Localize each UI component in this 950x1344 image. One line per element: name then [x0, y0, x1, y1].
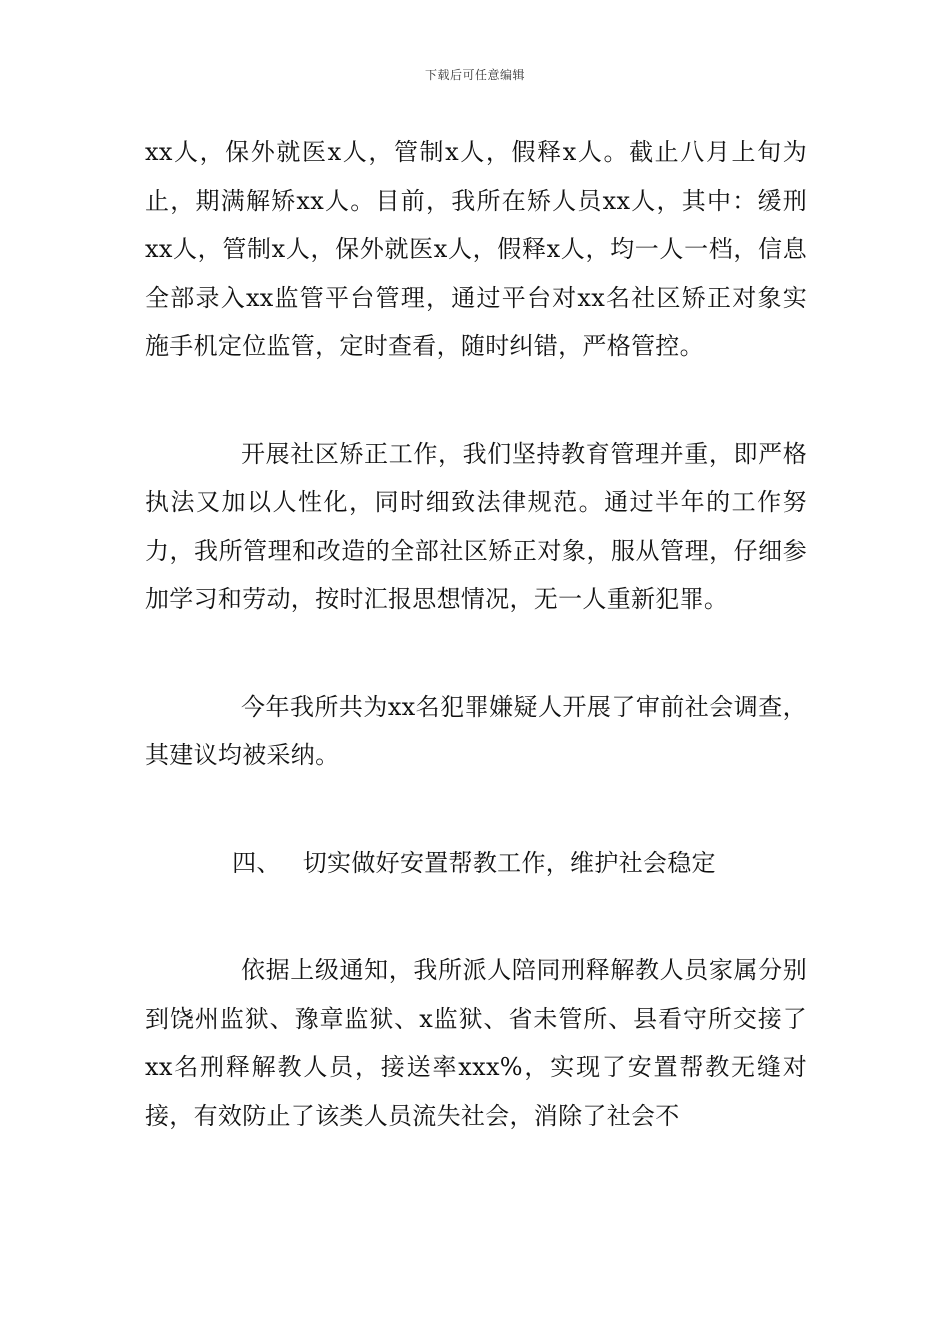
section-heading	[145, 839, 807, 888]
paragraph-gap	[145, 624, 807, 683]
paragraph-4: 依据上级通知，我所派人陪同刑释解教人员家属分别到饶州监狱、豫章监狱、x监狱、省未管所、县看守所交接了xx名刑释解教人员，接送率xxx%，实现了安置帮教无缝对接，有效防止了该类人员流失社会，消除了社会不	[145, 956, 807, 1130]
paragraph-gap	[145, 887, 807, 946]
section-number: 四、	[232, 848, 281, 877]
header-note: 下载后可任意编辑	[424, 68, 525, 82]
paragraph-2: 开展社区矫正工作，我们坚持教育管理并重，即严格执法又加以人性化，同时细致法律规范。通过半年的工作努力，我所管理和改造的全部社区矫正对象，服从管理，仔细参加学习和劳动，按时汇报思想情况，无一人重新犯罪。	[145, 439, 807, 613]
paragraph-gap	[145, 371, 807, 430]
document-body	[145, 128, 807, 1140]
paragraph-3: 今年我所共为xx名犯罪嫌疑人开展了审前社会调查，其建议均被采纳。	[145, 692, 807, 769]
paragraph-1: xx人，保外就医x人，管制x人，假释x人。截止八月上旬为止，期满解矫xx人。目前，我所在矫人员xx人，其中：缓刑xx人，管制x人，保外就医x人，假释x人，均一人一档，信息全部录入xx监管平台管理，通过平台对xx名社区矫正对象实施手机定位监管，定时查看，随时纠错，严格管控。	[145, 138, 807, 360]
paragraph-gap	[145, 780, 807, 839]
section-title: 切实做好安置帮教工作，维护社会稳定	[302, 848, 716, 877]
